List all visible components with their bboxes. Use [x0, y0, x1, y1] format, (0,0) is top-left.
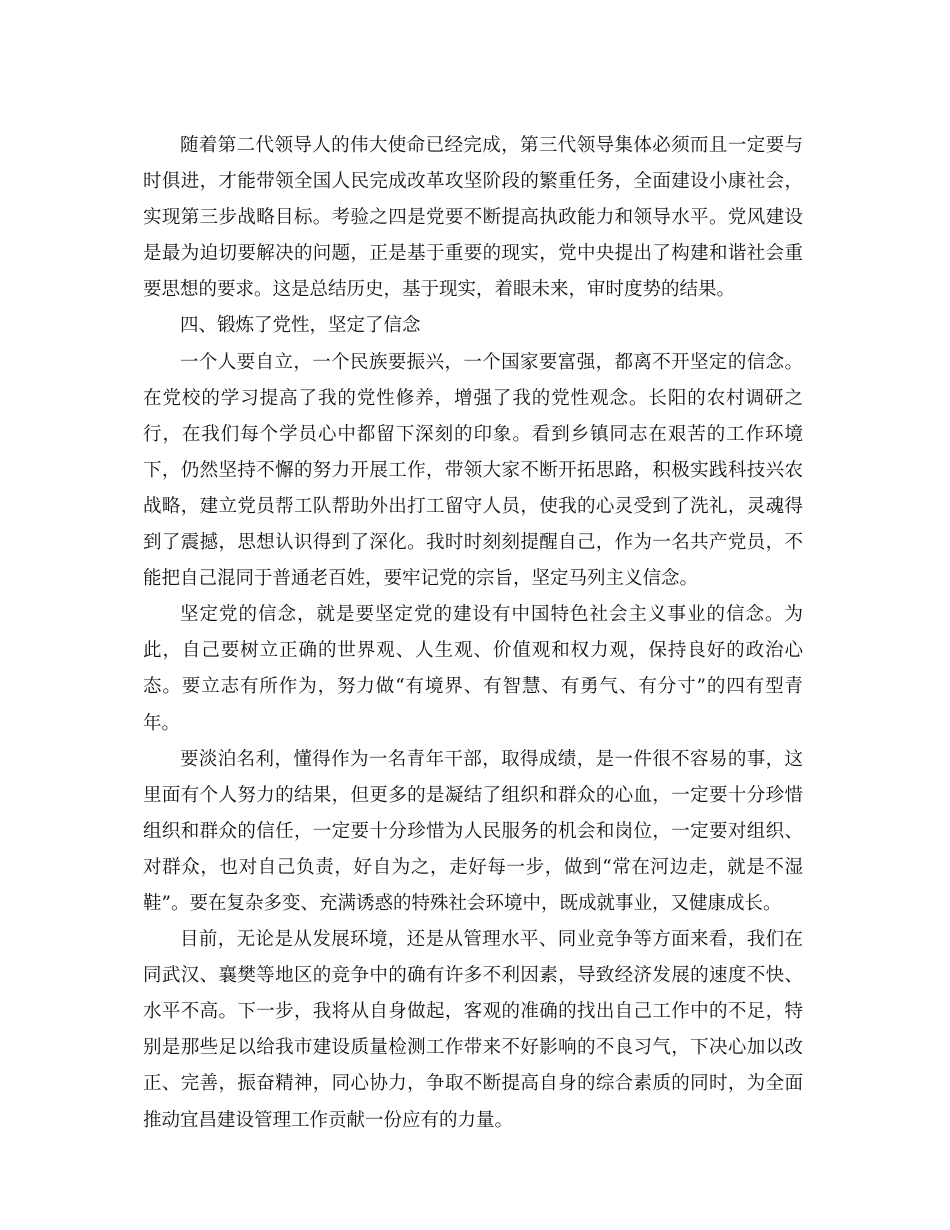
paragraph-belief: 一个人要自立，一个民族要振兴，一个国家要富强，都离不开坚定的信念。在党校的学习提高了我的党性修养，增强了我的党性观念。长阳的农村调研之行，在我们每个学员心中都留下深刻的印象。看到乡镇同志在艰苦的工作环境下，仍然坚持不懈的努力开展工作，带领大家不断开拓思路，积极实践科技兴农战略，建立党员帮工队帮助外出打工留守人员，使我的心灵受到了洗礼，灵魂得到了震撼，思想认识得到了深化。我时时刻刻提醒自己，作为一名共产党员，不能把自己混同于普通老百姓，要牢记党的宗旨，坚定马列主义信念。	[143, 351, 803, 590]
paragraph-fame-and-gain: 要淡泊名利，懂得作为一名青年干部，取得成绩，是一件很不容易的事，这里面有个人努力的结果，但更多的是凝结了组织和群众的心血，一定要十分珍惜组织和群众的信任，一定要十分珍惜为人民服务的机会和岗位，一定要对组织、对群众，也对自己负责，好自为之，走好每一步，做到“常在河边走，就是不湿鞋”。要在复杂多变、充满诱惑的特殊社会环境中，既成就事业，又健康成长。	[143, 748, 803, 914]
paragraph-next-steps: 目前，无论是从发展环境，还是从管理水平、同业竞争等方面来看，我们在同武汉、襄樊等地区的竞争中的确有许多不利因素，导致经济发展的速度不快、水平不高。下一步，我将从自身做起，客观的准确的找出自己工作中的不足，特别是那些足以给我市建设质量检测工作带来不好影响的不良习气，下决心加以改正、完善，振奋精神，同心协力，争取不断提高自身的综合素质的同时，为全面推动宜昌建设管理工作贡献一份应有的力量。	[143, 929, 803, 1131]
paragraph-party-faith: 坚定党的信念，就是要坚定党的建设有中国特色社会主义事业的信念。为此，自己要树立正确的世界观、人生观、价值观和权力观，保持良好的政治心态。要立志有所作为，努力做“有境界、有智慧、有勇气、有分寸”的四有型青年。	[143, 604, 803, 734]
section-heading-four: 四、锻炼了党性，坚定了信念	[180, 315, 421, 337]
paragraph-leadership-era: 随着第二代领导人的伟大使命已经完成，第三代领导集体必须而且一定要与时俱进，才能带领全国人民完成改革攻坚阶段的繁重任务，全面建设小康社会，实现第三步战略目标。考验之四是党要不断提高执政能力和领导水平。党风建设是最为迫切要解决的问题，正是基于重要的现实，党中央提出了构建和谐社会重要思想的要求。这是总结历史，基于现实，着眼未来，审时度势的结果。	[143, 135, 803, 301]
document-body	[143, 128, 803, 1139]
